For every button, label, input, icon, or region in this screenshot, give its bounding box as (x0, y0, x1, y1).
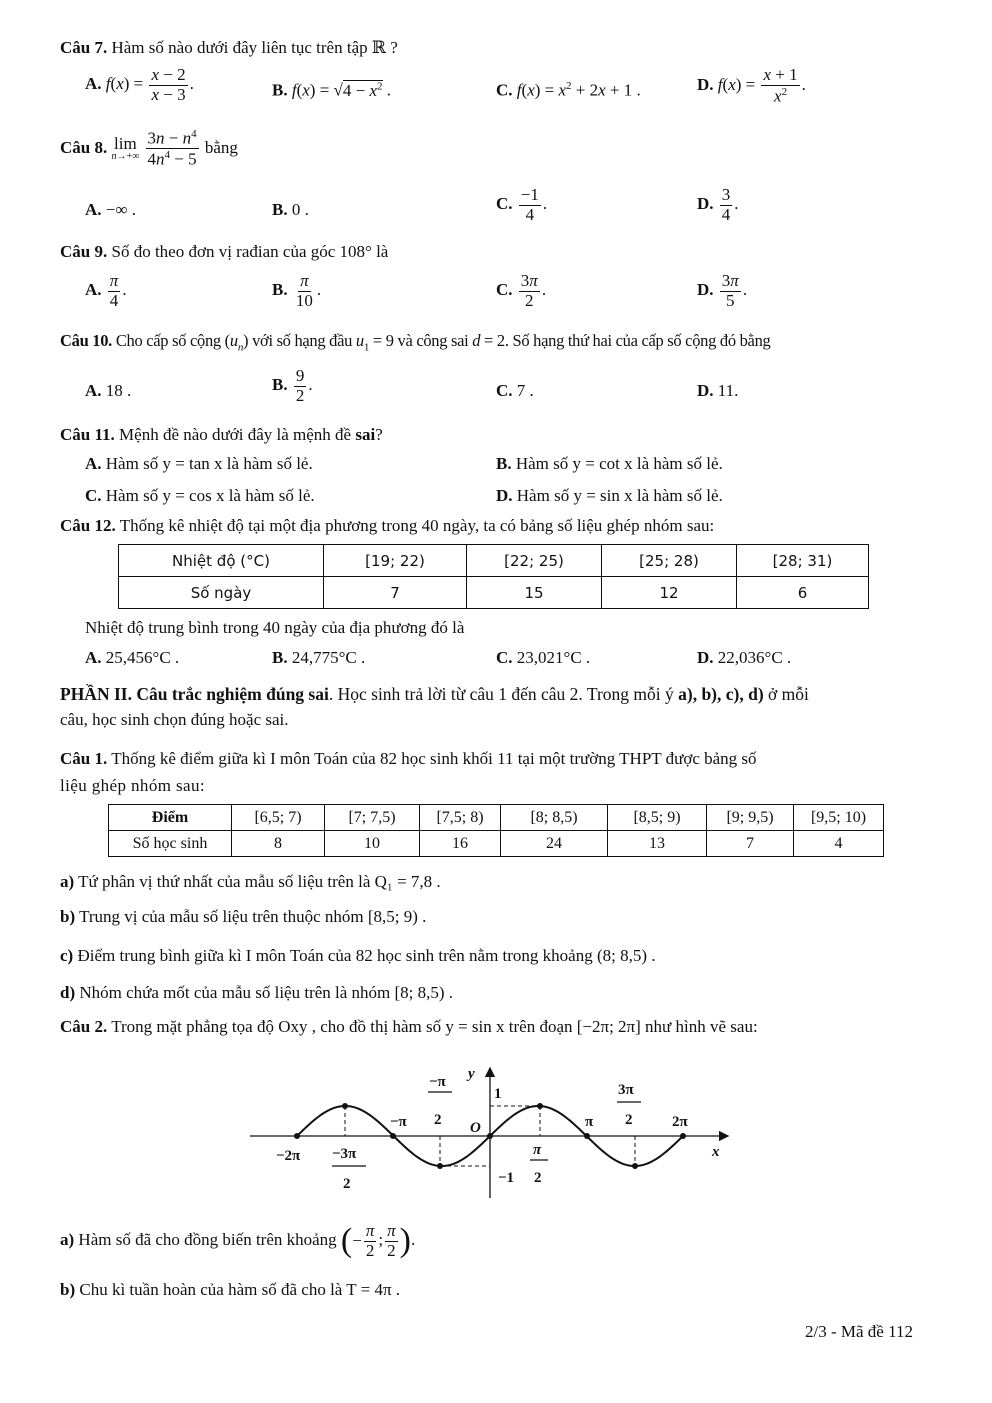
table-cell: [9,5; 10) (794, 805, 884, 831)
table-cell: [8; 8,5) (501, 805, 608, 831)
table-cell: 6 (737, 577, 869, 609)
p2q2-statement-b[interactable] (60, 1280, 400, 1300)
q12-c-value: 23,021°C . (516, 648, 591, 667)
table-row (109, 831, 884, 857)
p2q1-b-label: b) (60, 907, 76, 926)
q12-option-d[interactable] (697, 648, 791, 668)
q9-stem (60, 242, 388, 262)
table-cell: 7 (324, 577, 467, 609)
q10-option-c[interactable] (496, 381, 534, 401)
q12-option-a[interactable] (85, 648, 179, 668)
table-cell: 16 (420, 831, 501, 857)
q10-c-value: 7 . (516, 381, 534, 400)
point (632, 1163, 638, 1169)
q12-c-label: C. (496, 648, 513, 667)
p2q1-label: Câu 1. (60, 749, 108, 768)
q12-b-value: 24,775°C . (291, 648, 366, 667)
part2-text3: câu, học sinh chọn đúng hoặc sai. (60, 710, 289, 729)
point (537, 1103, 543, 1109)
label-minus-one: −1 (498, 1170, 515, 1186)
table-cell: Nhiệt độ (°C) (119, 545, 324, 577)
q7-option-d[interactable]: D. f(x) = $\frac{x + 1}{x^2}$ . (697, 65, 806, 106)
label-neg-pi: −π (390, 1114, 407, 1130)
q11-text: Mệnh đề nào dưới đây là mệnh đề (119, 425, 352, 444)
table-cell: [6,5; 7) (232, 805, 325, 831)
p2q2-b-text: Chu kì tuần hoàn của hàm số đã cho là T = 4π . (79, 1280, 401, 1299)
table-cell: [9; 9,5) (707, 805, 794, 831)
table-row (109, 805, 884, 831)
p2q2-a-label: a) (60, 1230, 75, 1250)
table-cell: Điểm (109, 805, 232, 831)
label-pi: π (585, 1114, 594, 1130)
part2-opts: a), b), c), d) (678, 684, 764, 704)
q11-option-d[interactable] (496, 486, 723, 506)
point (294, 1133, 300, 1139)
q9-b-label: B. (272, 280, 288, 300)
table-cell: 15 (467, 577, 602, 609)
q8-stem: Câu 8. lim n→+∞ $\frac{3n - n^4}{4n^4 - 5}$ bằng (60, 128, 238, 169)
q11-c-label: C. (85, 486, 102, 505)
table-cell: 7 (707, 831, 794, 857)
q10-option-d[interactable] (697, 381, 738, 401)
label-one: 1 (494, 1086, 502, 1102)
q11-b-label: B. (496, 454, 512, 473)
q8-option-c[interactable]: C. $\frac{-1}{4}$ . (496, 185, 548, 224)
q9-option-c[interactable]: C. $\frac{3\pi}{2}$ . (496, 271, 547, 310)
q8-a-label: A. (85, 200, 102, 219)
point (680, 1133, 686, 1139)
table-cell: [28; 31) (737, 545, 869, 577)
p2q1-text2: liệu ghép nhóm sau: (60, 776, 205, 795)
p2q2-a-text: Hàm số đã cho đồng biến trên khoảng (78, 1230, 337, 1250)
q8-option-b[interactable] (272, 200, 309, 220)
p2q1-statement-a[interactable] (60, 872, 441, 892)
q11-a-label: A. (85, 454, 102, 473)
q12-text: Thống kê nhiệt độ tại một địa phương trong 40 ngày, ta có bảng số liệu ghép nhóm sau: (119, 516, 715, 535)
point (584, 1133, 590, 1139)
p2q1-statement-b[interactable] (60, 907, 426, 927)
q10-d-label: D. (697, 381, 714, 400)
q12-option-c[interactable] (496, 648, 590, 668)
q11-option-b[interactable] (496, 454, 723, 474)
q11-label: Câu 11. (60, 425, 115, 444)
q9-option-b[interactable]: B. $\frac{\pi}{10}$ . (272, 271, 322, 310)
q10-text2: với số hạng đầu (252, 331, 353, 350)
q7-option-a[interactable]: A. f(x) = $\frac{x - 2}{x - 3}$ . (85, 65, 194, 104)
q8-d-label: D. (697, 194, 714, 214)
page-footer: 2/3 - Mã đề 112 (805, 1322, 913, 1341)
q11-bold: sai (355, 425, 376, 444)
label-3pi-half-num: 3π (618, 1082, 634, 1098)
sine-graph (240, 1060, 740, 1205)
label-3pi-half-den: 2 (625, 1112, 633, 1128)
q9-label: Câu 9. (60, 242, 108, 261)
q11-option-c[interactable] (85, 486, 315, 506)
q8-tail: bằng (204, 137, 238, 157)
label-neg-pi-half-num: −π (429, 1074, 446, 1090)
q11-option-a[interactable] (85, 454, 313, 474)
q7-option-b[interactable]: B. $f(x) = √4 - x^2$ . (272, 80, 392, 100)
q12-question: Nhiệt độ trung bình trong 40 ngày của địa phương đó là (85, 618, 465, 637)
q8-b-label: B. (272, 200, 288, 219)
q11-d-text: Hàm số y = sin x là hàm số lẻ. (516, 486, 723, 505)
q12-d-value: 22,036°C . (717, 648, 792, 667)
q11-a-text: Hàm số y = tan x là hàm số lẻ. (105, 454, 313, 473)
label-pi-half-den: 2 (534, 1170, 542, 1186)
q12-table (118, 544, 869, 609)
origin-label: O (470, 1120, 481, 1136)
q12-option-b[interactable] (272, 648, 365, 668)
table-cell: [8,5; 9) (608, 805, 707, 831)
q9-option-a[interactable]: A. $\frac{\pi}{4}$ . (85, 271, 127, 310)
q10-b-label: B. (272, 375, 288, 395)
p2q1-stem (60, 749, 757, 769)
q10-option-a[interactable] (85, 381, 131, 401)
q8-option-d[interactable]: D. $\frac{3}{4}$ . (697, 185, 739, 224)
q12-stem (60, 516, 714, 536)
table-cell: Số ngày (119, 577, 324, 609)
p2q1-statement-d[interactable] (60, 983, 453, 1003)
q10-text1: Cho cấp số cộng (115, 331, 221, 350)
p2q1-b-text: Trung vị của mẫu số liệu trên thuộc nhóm [8,5; 9) . (79, 907, 427, 926)
label-neg-3pi-half-den: 2 (343, 1176, 351, 1192)
q12-d-label: D. (697, 648, 714, 667)
q12-a-label: A. (85, 648, 102, 667)
table-cell: [7,5; 8) (420, 805, 501, 831)
p2q1-d-label: d) (60, 983, 76, 1002)
q10-text4: . Số hạng thứ hai của cấp số cộng đó bằng (504, 331, 771, 350)
table-cell: 10 (325, 831, 420, 857)
p2q1-a-label: a) (60, 872, 75, 891)
p2q1-statement-c[interactable] (60, 946, 656, 966)
p2q1-a-text: Tứ phân vị thứ nhất của mẫu số liệu trên là Q₁ = 7,8 . (78, 872, 441, 891)
p2q1-text1: Thống kê điểm giữa kì I môn Toán của 82 học sinh khối 11 tại một trường THPT được bảng số (111, 749, 757, 768)
q10-a-value: 18 . (105, 381, 132, 400)
q7-a-label: A. (85, 74, 102, 94)
table-row (119, 577, 869, 609)
p2q2-label: Câu 2. (60, 1017, 108, 1036)
q9-c-label: C. (496, 280, 513, 300)
table-cell: 12 (602, 577, 737, 609)
p2q2-text: Trong mặt phẳng tọa độ Oxy , cho đồ thị hàm số y = sin x trên đoạn [−2π; 2π] như hình vẽ sau: (111, 1017, 758, 1036)
q7-text: Hàm số nào dưới đây liên tục trên tập ℝ ? (111, 38, 398, 57)
q10-option-b[interactable]: B. $\frac{9}{2}$ . (272, 366, 313, 405)
table-cell: 4 (794, 831, 884, 857)
label-2pi: 2π (672, 1114, 688, 1130)
q8-b-value: 0 . (291, 200, 309, 219)
q9-a-label: A. (85, 280, 102, 300)
label-neg-pi-half-den: 2 (434, 1112, 442, 1128)
part2-intro (60, 684, 809, 705)
p2q2-statement-a[interactable]: a) Hàm số đã cho đồng biến trên khoảng (− $\frac{\pi}{2}$ ; $\frac{\pi}{2}$ ). (60, 1221, 416, 1260)
q12-a-value: 25,456°C . (105, 648, 180, 667)
p2q1-c-label: c) (60, 946, 74, 965)
p2q1-table (108, 804, 884, 857)
part2-text2: ở mỗi (763, 684, 809, 704)
q10-stem: Câu 10. Cho cấp số cộng $(u_n)$ với số hạng đầu $u_1 = 9$ và công sai d = 2. Số hạng thứ hai của cấp số cộng đó bằng (60, 331, 771, 354)
x-axis-label: x (712, 1144, 720, 1160)
q12-label: Câu 12. (60, 516, 116, 535)
table-cell: 13 (608, 831, 707, 857)
point (342, 1103, 348, 1109)
q11-c-text: Hàm số y = cos x là hàm số lẻ. (105, 486, 315, 505)
q8-option-a[interactable] (85, 200, 136, 220)
q11-stem (60, 425, 383, 445)
part2-text1: . Học sinh trả lời từ câu 1 đến câu 2. Trong mỗi ý (328, 684, 679, 704)
table-cell: Số học sinh (109, 831, 232, 857)
q9-d-label: D. (697, 280, 714, 300)
q7-d-label: D. (697, 74, 714, 94)
table-cell: [7; 7,5) (325, 805, 420, 831)
table-row (119, 545, 869, 577)
point (487, 1133, 493, 1139)
q10-a-label: A. (85, 381, 102, 400)
q9-text: Số đo theo đơn vị rađian của góc 108° là (111, 242, 389, 261)
q8-c-label: C. (496, 194, 513, 214)
q11-b-text: Hàm số y = cot x là hàm số lẻ. (515, 454, 723, 473)
p2q2-b-label: b) (60, 1280, 76, 1299)
q10-d-value: 11. (717, 381, 739, 400)
table-cell: [19; 22) (324, 545, 467, 577)
point (390, 1133, 396, 1139)
label-pi-half-num: π (533, 1142, 542, 1158)
q7-label: Câu 7. (60, 38, 108, 57)
q8-label: Câu 8. (60, 137, 108, 157)
p2q2-stem (60, 1017, 758, 1037)
q8-a-value: −∞ . (105, 200, 136, 219)
label-neg-3pi-half-num: −3π (332, 1146, 357, 1162)
table-cell: 24 (501, 831, 608, 857)
q7-stem (60, 38, 398, 58)
part2-title: PHẦN II. Câu trắc nghiệm đúng sai (60, 684, 329, 704)
q12-b-label: B. (272, 648, 288, 667)
point (437, 1163, 443, 1169)
q10-label: Câu 10. (60, 331, 112, 350)
y-axis-label: y (468, 1066, 475, 1082)
q11-qmark: ? (375, 425, 383, 444)
table-cell: 8 (232, 831, 325, 857)
table-cell: [22; 25) (467, 545, 602, 577)
table-cell: [25; 28) (602, 545, 737, 577)
q7-b-label: B. (272, 80, 288, 100)
q11-d-label: D. (496, 486, 513, 505)
q7-c-label: C. (496, 80, 513, 100)
q7-option-c[interactable]: C. $f(x) = x^2 + 2x + 1$ . (496, 80, 641, 100)
label-neg-2pi: −2π (276, 1148, 301, 1164)
q10-text3: và công sai (397, 331, 469, 350)
q9-option-d[interactable]: D. $\frac{3\pi}{5}$ . (697, 271, 748, 310)
q10-c-label: C. (496, 381, 513, 400)
p2q1-d-text: Nhóm chứa mốt của mẫu số liệu trên là nhóm [8; 8,5) . (79, 983, 454, 1002)
p2q1-c-text: Điểm trung bình giữa kì I môn Toán của 82 học sinh trên nằm trong khoảng (8; 8,5) . (77, 946, 656, 965)
